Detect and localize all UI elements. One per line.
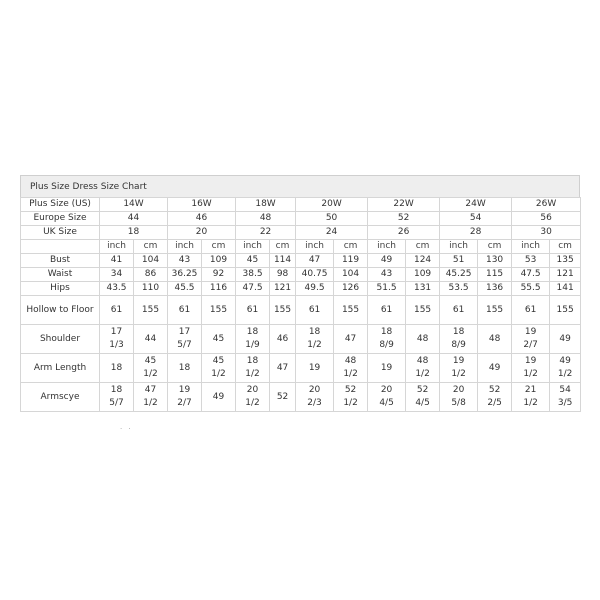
row-label: Armscye	[21, 383, 100, 412]
stray-mark: · ·	[120, 425, 133, 433]
measure-row	[21, 296, 581, 325]
value-cell: 130	[478, 254, 512, 268]
value-cell: 121	[550, 268, 581, 282]
value-cell: 155	[270, 296, 296, 325]
unit-cell: inch	[168, 240, 202, 254]
size-cell: 24W	[440, 198, 512, 212]
value-cell: 49.5	[296, 282, 334, 296]
value-cell: 18	[100, 354, 134, 383]
size-cell: 24	[296, 226, 368, 240]
units-row-label	[21, 240, 100, 254]
measure-row	[21, 354, 581, 383]
value-cell: 52 4/5	[406, 383, 440, 412]
value-cell: 124	[406, 254, 440, 268]
value-cell: 61	[440, 296, 478, 325]
value-cell: 48	[478, 325, 512, 354]
size-cell: 30	[512, 226, 581, 240]
value-cell: 19	[296, 354, 334, 383]
value-cell: 20 1/2	[236, 383, 270, 412]
value-cell: 109	[202, 254, 236, 268]
value-cell: 92	[202, 268, 236, 282]
row-label: Arm Length	[21, 354, 100, 383]
size-cell: 46	[168, 212, 236, 226]
units-row	[21, 240, 581, 254]
size-cell: 48	[236, 212, 296, 226]
row-label: Bust	[21, 254, 100, 268]
value-cell: 17 1/3	[100, 325, 134, 354]
value-cell: 109	[406, 268, 440, 282]
value-cell: 155	[478, 296, 512, 325]
value-cell: 38.5	[236, 268, 270, 282]
value-cell: 116	[202, 282, 236, 296]
value-cell: 47.5	[512, 268, 550, 282]
unit-cell: inch	[368, 240, 406, 254]
value-cell: 45	[202, 325, 236, 354]
value-cell: 114	[270, 254, 296, 268]
table-body	[21, 198, 581, 412]
value-cell: 43	[168, 254, 202, 268]
value-cell: 61	[512, 296, 550, 325]
unit-cell: inch	[236, 240, 270, 254]
unit-cell: cm	[202, 240, 236, 254]
row-label: Waist	[21, 268, 100, 282]
value-cell: 54 3/5	[550, 383, 581, 412]
unit-cell: cm	[406, 240, 440, 254]
value-cell: 86	[134, 268, 168, 282]
value-cell: 47.5	[236, 282, 270, 296]
size-cell: 54	[440, 212, 512, 226]
size-cell: 18	[100, 226, 168, 240]
value-cell: 47	[296, 254, 334, 268]
value-cell: 53.5	[440, 282, 478, 296]
value-cell: 98	[270, 268, 296, 282]
size-cell: 26W	[512, 198, 581, 212]
unit-cell: cm	[334, 240, 368, 254]
row-label: Hips	[21, 282, 100, 296]
measure-row	[21, 325, 581, 354]
value-cell: 48	[406, 325, 440, 354]
row-label: Shoulder	[21, 325, 100, 354]
value-cell: 40.75	[296, 268, 334, 282]
value-cell: 18 1/2	[296, 325, 334, 354]
value-cell: 136	[478, 282, 512, 296]
size-cell: 28	[440, 226, 512, 240]
value-cell: 51.5	[368, 282, 406, 296]
value-cell: 18 1/9	[236, 325, 270, 354]
value-cell: 18 1/2	[236, 354, 270, 383]
value-cell: 135	[550, 254, 581, 268]
value-cell: 19 1/2	[512, 354, 550, 383]
value-cell: 46	[270, 325, 296, 354]
value-cell: 48 1/2	[406, 354, 440, 383]
size-cell: 56	[512, 212, 581, 226]
size-cell: 14W	[100, 198, 168, 212]
size-cell: 18W	[236, 198, 296, 212]
value-cell: 126	[334, 282, 368, 296]
unit-cell: inch	[296, 240, 334, 254]
value-cell: 47 1/2	[134, 383, 168, 412]
value-cell: 155	[134, 296, 168, 325]
value-cell: 49	[202, 383, 236, 412]
value-cell: 52 2/5	[478, 383, 512, 412]
row-label: Plus Size (US)	[21, 198, 100, 212]
value-cell: 115	[478, 268, 512, 282]
value-cell: 20 2/3	[296, 383, 334, 412]
value-cell: 41	[100, 254, 134, 268]
value-cell: 48 1/2	[334, 354, 368, 383]
value-cell: 18 8/9	[368, 325, 406, 354]
unit-cell: cm	[550, 240, 581, 254]
value-cell: 155	[202, 296, 236, 325]
size-cell: 22	[236, 226, 296, 240]
unit-cell: cm	[270, 240, 296, 254]
value-cell: 18	[168, 354, 202, 383]
value-cell: 61	[368, 296, 406, 325]
value-cell: 155	[334, 296, 368, 325]
value-cell: 17 5/7	[168, 325, 202, 354]
value-cell: 20 5/8	[440, 383, 478, 412]
value-cell: 110	[134, 282, 168, 296]
value-cell: 61	[296, 296, 334, 325]
size-row	[21, 226, 581, 240]
unit-cell: cm	[134, 240, 168, 254]
value-cell: 47	[334, 325, 368, 354]
value-cell: 43	[368, 268, 406, 282]
value-cell: 155	[406, 296, 440, 325]
value-cell: 61	[168, 296, 202, 325]
value-cell: 155	[550, 296, 581, 325]
value-cell: 18 5/7	[100, 383, 134, 412]
measure-row	[21, 254, 581, 268]
value-cell: 49 1/2	[550, 354, 581, 383]
size-row	[21, 198, 581, 212]
value-cell: 104	[334, 268, 368, 282]
value-cell: 19	[368, 354, 406, 383]
size-cell: 20W	[296, 198, 368, 212]
value-cell: 61	[100, 296, 134, 325]
value-cell: 47	[270, 354, 296, 383]
value-cell: 121	[270, 282, 296, 296]
size-cell: 26	[368, 226, 440, 240]
row-label: UK Size	[21, 226, 100, 240]
value-cell: 61	[236, 296, 270, 325]
size-chart	[20, 175, 580, 412]
value-cell: 119	[334, 254, 368, 268]
value-cell: 49	[478, 354, 512, 383]
value-cell: 44	[134, 325, 168, 354]
size-row	[21, 212, 581, 226]
value-cell: 18 8/9	[440, 325, 478, 354]
measure-row	[21, 282, 581, 296]
size-cell: 22W	[368, 198, 440, 212]
value-cell: 52	[270, 383, 296, 412]
size-cell: 20	[168, 226, 236, 240]
value-cell: 20 4/5	[368, 383, 406, 412]
value-cell: 51	[440, 254, 478, 268]
value-cell: 19 2/7	[512, 325, 550, 354]
value-cell: 53	[512, 254, 550, 268]
value-cell: 131	[406, 282, 440, 296]
value-cell: 45 1/2	[202, 354, 236, 383]
value-cell: 45.5	[168, 282, 202, 296]
unit-cell: cm	[478, 240, 512, 254]
value-cell: 52 1/2	[334, 383, 368, 412]
size-table	[20, 197, 581, 412]
size-cell: 16W	[168, 198, 236, 212]
value-cell: 36.25	[168, 268, 202, 282]
value-cell: 34	[100, 268, 134, 282]
measure-row	[21, 383, 581, 412]
value-cell: 45 1/2	[134, 354, 168, 383]
value-cell: 19 2/7	[168, 383, 202, 412]
value-cell: 45.25	[440, 268, 478, 282]
value-cell: 55.5	[512, 282, 550, 296]
chart-title: Plus Size Dress Size Chart	[20, 175, 580, 197]
row-label: Hollow to Floor	[21, 296, 100, 325]
size-cell: 44	[100, 212, 168, 226]
unit-cell: inch	[440, 240, 478, 254]
value-cell: 141	[550, 282, 581, 296]
measure-row	[21, 268, 581, 282]
value-cell: 104	[134, 254, 168, 268]
unit-cell: inch	[512, 240, 550, 254]
row-label: Europe Size	[21, 212, 100, 226]
size-cell: 50	[296, 212, 368, 226]
size-cell: 52	[368, 212, 440, 226]
value-cell: 43.5	[100, 282, 134, 296]
value-cell: 45	[236, 254, 270, 268]
value-cell: 49	[368, 254, 406, 268]
value-cell: 49	[550, 325, 581, 354]
unit-cell: inch	[100, 240, 134, 254]
value-cell: 19 1/2	[440, 354, 478, 383]
value-cell: 21 1/2	[512, 383, 550, 412]
